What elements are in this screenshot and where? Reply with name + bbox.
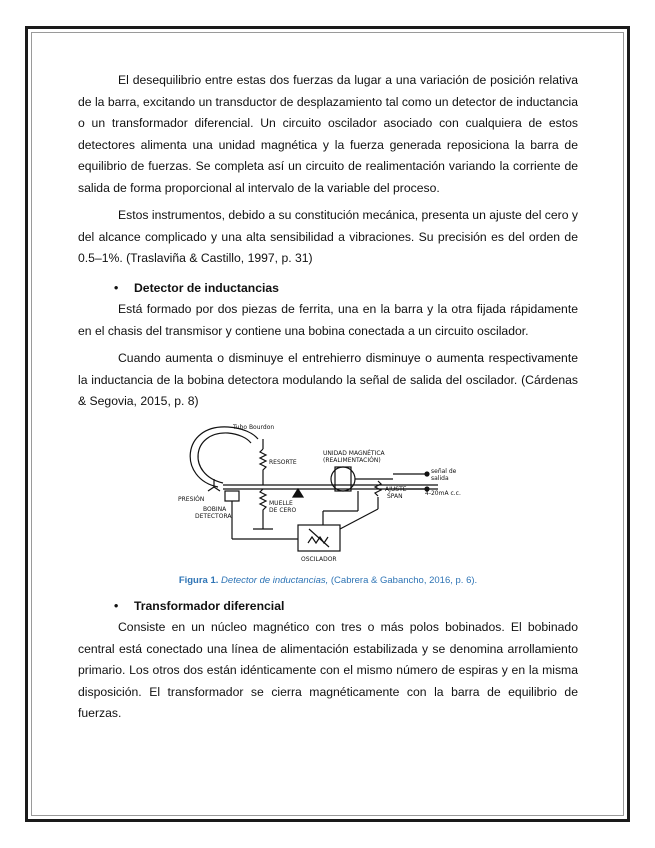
- heading-transformador-diferencial: [78, 596, 578, 618]
- resorte-spring: [260, 449, 266, 485]
- figure-caption: [78, 574, 578, 588]
- label-detectora: DETECTORA: [195, 512, 232, 520]
- label-senal-3: 4-20mA c.c.: [425, 489, 461, 497]
- pivot-icon: [293, 489, 303, 497]
- figure-detector-diagram: [163, 419, 463, 574]
- caption-label: Figura 1.: [178, 574, 219, 586]
- caption-source: (Cabrera & Gabancho, 2016, p. 6).: [330, 574, 478, 586]
- heading-text: Detector de inductancias: [134, 280, 279, 295]
- heading-detector-inductancias: [78, 278, 578, 300]
- document-body: [78, 70, 578, 731]
- label-presion: PRESIÓN: [178, 495, 205, 503]
- paragraph-1: El desequilibrio entre estas dos fuerzas da lugar a una variación de posición relativa de la barra, excitando un transductor de desplazamiento tal como un detector de inductancia o un transformador diferencial. Un circuito oscilador asociado con cualquiera de estos detectores alimenta una unidad magnética y la fuerza generada reposiciona la barra de equilibrio de fuerzas. Se completa así un circuito de realimentación variando la corriente de salida de forma proporcional al intervalo de la variable del proceso.: [78, 73, 578, 195]
- paragraph-4: Cuando aumenta o disminuye el entrehierro disminuye o aumenta respectivamente la inductancia de la bobina detectora modulando la señal de salida del oscilador. (Cárdenas & Segovia, 2015, p. 8): [78, 351, 578, 408]
- paragraph-5: Consiste en un núcleo magnético con tres o más polos bobinados. El bobinado central está conectado una línea de alimentación estabilizada y se denomina arrollamiento primario. Los otros dos están idénticamente con el mismo número de espiras y en la misma disposición. El transformador se cierra magnéticamente con la barra de equilibrio de fuerzas.: [78, 620, 578, 720]
- bullet-icon: •: [114, 598, 119, 613]
- label-ajuste: AJUSTE: [385, 485, 407, 493]
- heading-text: Transformador diferencial: [134, 598, 285, 613]
- paragraph-2: Estos instrumentos, debido a su constitución mecánica, presenta un ajuste del cero y del alcance complicado y una alta sensibilidad a vibraciones. Su precisión es del orden de 0.5–1%. (Traslaviña & Castillo, 1997, p. 31): [78, 208, 578, 265]
- label-senal-1: señal de: [431, 467, 457, 475]
- circuit-diagram: [163, 419, 463, 574]
- bullet-icon: •: [114, 280, 119, 295]
- bourdon-tube: [190, 426, 258, 486]
- paragraph-3: Está formado por dos piezas de ferrita, una en la barra y la otra fijada rápidamente en el chasis del transmisor y contiene una bobina conectada a un circuito oscilador.: [78, 302, 578, 338]
- label-de-cero: DE CERO: [269, 506, 297, 514]
- label-realimentacion: (REALIMENTACIÓN): [323, 456, 381, 464]
- caption-title: Detector de inductancias,: [221, 574, 329, 586]
- label-span: SPAN: [387, 492, 403, 500]
- muelle-cero-spring: [260, 489, 266, 529]
- label-resorte: RESORTE: [269, 458, 297, 466]
- label-unidad-magnetica: UNIDAD MAGNÉTICA: [323, 449, 385, 457]
- label-senal-2: salida: [431, 474, 449, 482]
- label-oscilador: OSCILADOR: [301, 555, 337, 563]
- bobina-detectora: [225, 491, 239, 501]
- label-bobina: BOBINA: [203, 505, 227, 513]
- label-tubo-bourdon: Tubo Bourdon: [233, 423, 275, 431]
- label-muelle: MUELLE: [269, 499, 293, 507]
